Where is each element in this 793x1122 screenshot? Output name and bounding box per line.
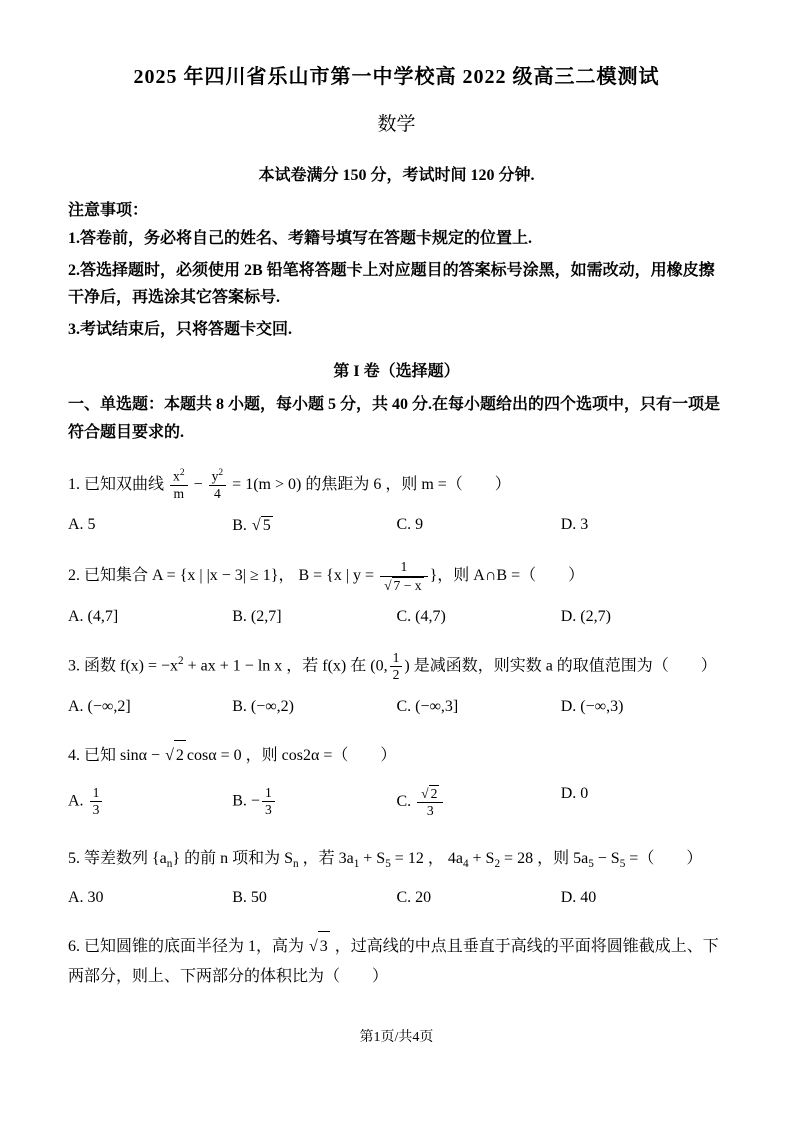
option-b: B. − $\frac{1}{3}$ — [232, 785, 396, 820]
part-intro: 一、单选题：本题共 8 小题，每小题 5 分，共 40 分.在每小题给出的四个选项中，只有一项是符合题目要求的. — [68, 395, 721, 442]
question-6 — [68, 931, 725, 993]
note-item-3: 3.考试结束后，只将答题卡交回. — [68, 321, 293, 339]
section-heading: 第 I 卷（选择题） — [333, 362, 460, 380]
option-a: A. $\frac{1}{3}$ — [68, 785, 232, 820]
question-stem: 5. 等差数列 $\{a_n\}$ 的前 n 项和为 $S_n$ ，若 $3a_1 + S_5 = 12$ ， $4a_4 + S_2 = 28$ ，则 $5a_5 - S_5$ =（ ） — [68, 849, 703, 870]
question-options — [68, 608, 725, 626]
subject-title: 数学 — [377, 114, 416, 135]
page-title: 2025 年四川省乐山市第一中学校高 2022 级高三二模测试 — [133, 66, 660, 88]
question-5 — [68, 844, 725, 907]
option-c: C. 9 — [396, 516, 424, 534]
question-options — [68, 785, 725, 820]
option-c: C. (−∞,3] — [396, 697, 459, 715]
question-stem: 3. 函数 $f(x) = -x^2$ + ax + 1 − ln x ，若 f(x) 在 (0, $\frac{1}{2}$ ) 是减函数，则实数 a 的取值范围为（ ） — [68, 649, 717, 683]
question-stem: 2. 已知集合 A = {x | |x − 3| ≥ 1}， B = {x | y = $\frac{1}{√ 7 - x}$ }，则 A∩B =（ ） — [68, 559, 585, 593]
page-footer: 第1页/共4页 — [359, 1030, 434, 1045]
option-d: D. 40 — [560, 889, 597, 907]
question-4 — [68, 740, 725, 820]
option-a: A. (4,7] — [68, 607, 119, 625]
question-3 — [68, 650, 725, 716]
option-a: A. (−∞,2] — [68, 697, 131, 715]
option-b: B. (2,7] — [232, 607, 282, 625]
option-d: D. 3 — [560, 516, 589, 534]
question-options — [68, 698, 725, 716]
option-b: B. (−∞,2) — [232, 697, 295, 715]
option-c: C. (4,7) — [396, 607, 446, 625]
question-options — [68, 516, 725, 535]
option-a: A. 30 — [68, 889, 104, 907]
option-b: B. 50 — [232, 889, 267, 907]
notes-heading: 注意事项： — [68, 202, 149, 219]
option-c: C. $\frac{√ 2}{3}$ — [397, 785, 561, 820]
note-item-1: 1.答卷前，务必将自己的姓名、考籍号填写在答题卡规定的位置上. — [68, 230, 533, 247]
option-d: D. 0 — [560, 784, 589, 802]
note-item-2: 2.答选择题时，必须使用 2B 铅笔将答题卡上对应题目的答案标号涂黑，如需改动，用橡皮擦干净后，再选涂其它答案标号. — [68, 262, 715, 306]
option-d: D. (−∞,3) — [560, 697, 624, 715]
question-stem: 6. 已知圆锥的底面半径为 1，高为 √ 3 ，过高线的中点且垂直于高线的平面将圆锥截成上、下两部分，则上、下两部分的体积比为（ ） — [68, 931, 725, 993]
question-1 — [68, 468, 725, 535]
question-2 — [68, 559, 725, 626]
option-b: B. √ 5 — [232, 517, 271, 535]
question-stem: 4. 已知 sinα − √ 2 cosα = 0 ，则 cos2α =（ ） — [68, 740, 725, 771]
option-c: C. 20 — [396, 889, 432, 907]
option-a: A. 5 — [68, 516, 96, 534]
option-d: D. (2,7) — [560, 607, 611, 625]
exam-info: 本试卷满分 150 分，考试时间 120 分钟. — [258, 167, 535, 184]
question-options — [68, 889, 725, 907]
question-stem: 1. 已知双曲线 $\frac{x^2}{m}$ − $\frac{y^2}{4}$ = 1(m > 0) 的焦距为 6 ，则 m =（ ） — [68, 468, 511, 501]
